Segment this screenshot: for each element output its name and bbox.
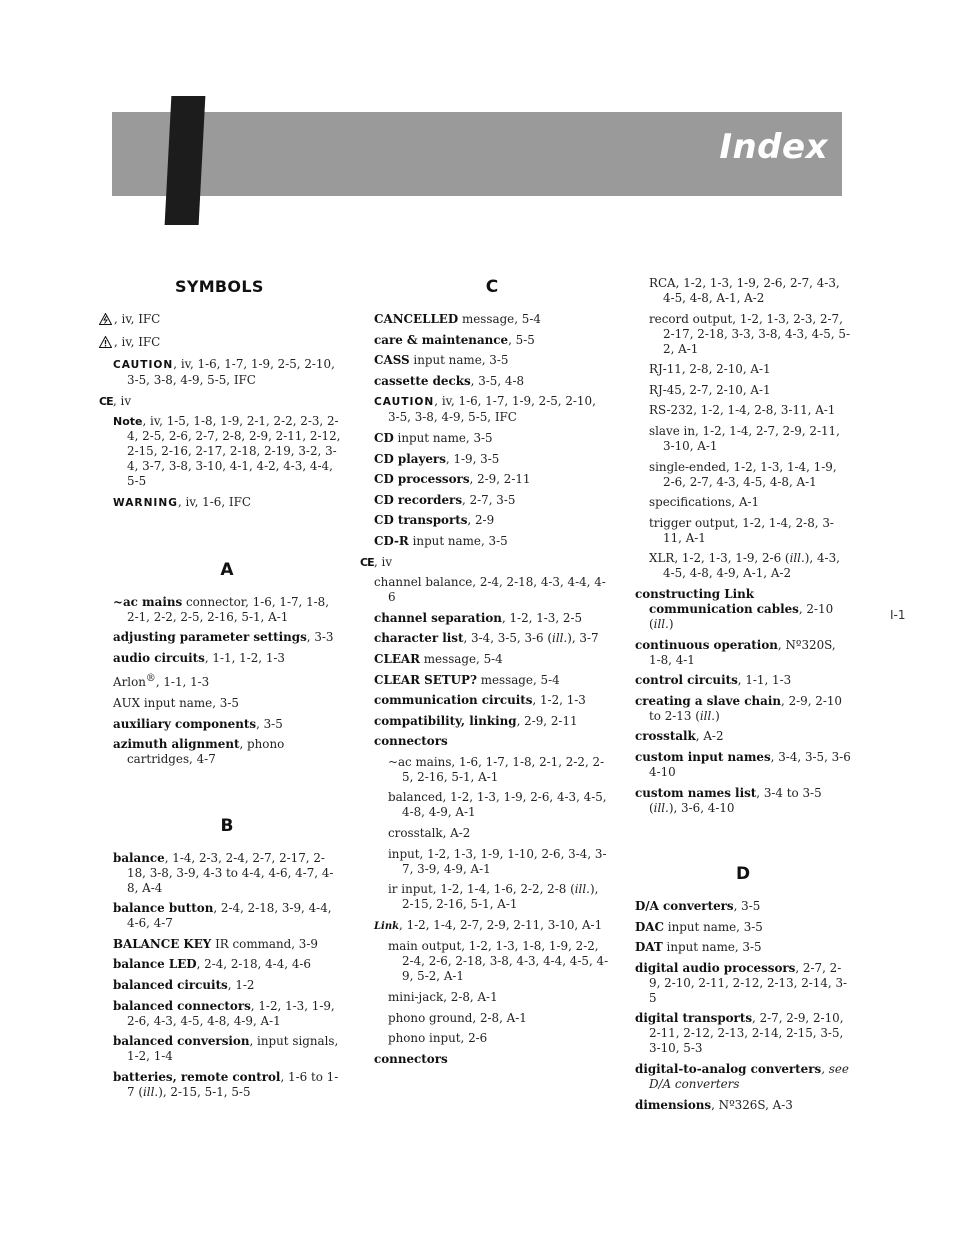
entry-refs-italic: ill.	[552, 631, 568, 646]
entry-refs: , 3-5, 4-8	[470, 373, 525, 388]
index-entry	[635, 750, 851, 780]
index-entry	[374, 431, 610, 446]
index-subentry	[374, 918, 610, 934]
entry-term: custom input names	[635, 749, 771, 764]
index-subentry	[635, 516, 851, 546]
entry-term: dimensions	[635, 1097, 712, 1112]
entry-term: compatibility, linking	[374, 713, 517, 728]
entry-refs: ), 3-6, 4-10	[668, 800, 735, 815]
index-entry	[374, 611, 610, 626]
index-entry	[374, 1052, 610, 1067]
index-entry	[374, 652, 610, 667]
entry-term: cassette decks	[374, 373, 471, 388]
entry-refs: , 1-2	[227, 978, 255, 993]
entry-term: connectors	[374, 1051, 448, 1066]
index-subentry	[374, 939, 610, 984]
entry-refs: , 2-7, 2-9, 2-10, 2-11, 2-12, 2-13, 2-14, 3-5	[649, 960, 848, 1005]
entry-refs: , 3-4 to 3-5 (	[649, 785, 822, 815]
registered-mark: ®	[145, 673, 156, 685]
index-entry	[113, 1034, 341, 1064]
index-subentry	[374, 826, 610, 841]
index-entry: CE, iv	[360, 554, 393, 569]
entry-term: communication circuits	[374, 693, 533, 708]
index-entry	[113, 737, 341, 767]
entry-term: DAT	[635, 940, 663, 955]
entry-term: azimuth alignment	[113, 737, 240, 752]
entry-term: ~ac mains	[113, 594, 183, 609]
entry-refs: , 1-6 to 1-7 (	[127, 1069, 339, 1099]
entry-see-also: , see D/A converters	[649, 1062, 849, 1092]
entry-term: balanced connectors	[113, 998, 251, 1013]
entry-term: balance	[113, 850, 165, 865]
index-entry	[635, 587, 851, 632]
entry-text: RJ-45, 2-7, 2-10, A-1	[649, 382, 771, 397]
index-subentry	[374, 847, 610, 877]
entry-text: ~ac mains, 1-6, 1-7, 1-8, 2-1, 2-2, 2-5, 2-16, 5-1, A-1	[388, 754, 605, 784]
page-number: I-1	[890, 608, 906, 622]
entry-term: batteries, remote control	[113, 1069, 281, 1084]
entry-refs: connector, 1-6, 1-7, 1-8, 2-1, 2-2, 2-5, 2-16, 5-1, A-1	[127, 594, 330, 624]
entry-refs: , phono cartridges, 4-7	[127, 737, 285, 767]
entry-refs: message, 5-4	[458, 312, 541, 326]
entry-term: CAUTION	[374, 396, 435, 409]
entry-text: RS-232, 1-2, 1-4, 2-8, 3-11, A-1	[649, 403, 836, 418]
entry-term: D/A converters	[635, 899, 734, 914]
index-column-2	[360, 276, 610, 1072]
index-entry	[113, 1070, 341, 1100]
entry-term: CLEAR SETUP?	[374, 672, 477, 687]
index-subentry	[635, 312, 851, 357]
entry-refs: , 2-4, 2-18, 4-4, 4-6	[196, 957, 311, 972]
entry-term: adjusting parameter settings	[113, 630, 307, 645]
index-list-c	[360, 312, 610, 1067]
entry-refs: , iv, 1-6, 1-7, 1-9, 2-5, 2-10, 3-5, 3-8, 4-9, 5-5, IFC	[388, 394, 596, 425]
entry-refs: input name, 3-5	[664, 919, 763, 934]
index-entry	[113, 717, 341, 732]
index-subentry	[635, 424, 851, 454]
entry-refs: , 1-4, 2-3, 2-4, 2-7, 2-17, 2-18, 3-8, 3-9, 4-3 to 4-4, 4-6, 4-7, 4-8, A-4	[127, 850, 334, 895]
index-list-d	[635, 899, 851, 1113]
index-entry	[113, 630, 341, 645]
entry-refs-italic: ill.	[699, 708, 716, 723]
index-entry	[635, 729, 851, 744]
entry-term: digital audio processors	[635, 960, 796, 975]
section-heading-a: A	[220, 559, 234, 580]
entry-text: single-ended, 1-2, 1-3, 1-4, 1-9, 2-6, 2-7, 4-3, 4-5, 4-8, A-1	[649, 459, 837, 489]
section-heading-d: D	[735, 864, 751, 885]
index-list-c-continued	[635, 276, 851, 816]
entry-text: main output, 1-2, 1-3, 1-8, 1-9, 2-2, 2-4, 2-6, 2-18, 3-8, 4-3, 4-4, 4-5, 4-9, 5-2, A-1	[388, 939, 609, 984]
entry-refs: , 1-9, 3-5	[445, 451, 500, 466]
index-entry	[374, 312, 610, 327]
entry-term: CD players	[374, 451, 446, 466]
entry-refs: , Nº326S, A-3	[711, 1097, 793, 1112]
index-list-a	[113, 595, 341, 768]
entry-text: record output, 1-2, 1-3, 2-3, 2-7, 2-17, 2-18, 3-3, 3-8, 4-3, 4-5, 5-2, A-1	[649, 311, 850, 356]
index-entry	[635, 1098, 851, 1113]
index-subentry	[374, 882, 610, 912]
index-entry-shock-symbol: , iv, IFC	[113, 312, 341, 329]
index-subentry	[374, 755, 610, 785]
index-entry	[635, 786, 851, 816]
chapter-letter-i-block	[165, 96, 206, 225]
entry-term: constructing Link communication cables	[635, 586, 799, 616]
entry-term: character list	[374, 631, 464, 646]
entry-term: digital transports	[635, 1011, 753, 1026]
entry-term: CD recorders	[374, 492, 463, 507]
entry-refs: , 3-4, 3-5, 3-6 4-10	[649, 749, 851, 779]
section-heading-symbols: SYMBOLS	[175, 277, 264, 296]
index-entry	[374, 714, 610, 729]
entry-refs: , 5-5	[508, 332, 535, 347]
index-entry	[374, 394, 610, 425]
index-entry	[635, 961, 851, 1006]
entry-refs: , 1-2, 1-4, 2-7, 2-9, 2-11, 3-10, A-1	[399, 917, 603, 932]
entry-refs: , 1-2, 1-3	[532, 693, 586, 708]
index-entry-caution-symbol: , iv, IFC	[113, 335, 341, 352]
entry-refs: , 2-7, 2-9, 2-10, 2-11, 2-12, 2-13, 2-14, 2-15, 3-5, 3-10, 5-3	[649, 1011, 844, 1056]
entry-refs: , 3-5	[733, 899, 761, 914]
link-logo-icon: Link	[374, 920, 400, 932]
entry-refs: , 1-1, 1-3	[737, 673, 792, 688]
index-entry	[635, 638, 851, 668]
index-entry	[374, 513, 610, 528]
index-subentry	[635, 460, 851, 490]
entry-refs: , input signals, 1-2, 1-4	[127, 1034, 339, 1064]
index-subentry	[635, 403, 851, 418]
entry-refs: ), 2-15, 5-1, 5-5	[158, 1084, 251, 1099]
entry-refs: message, 5-4	[476, 672, 560, 687]
entry-refs: , 2-9, 2-10 to 2-13 (	[649, 693, 842, 723]
index-entry	[374, 534, 610, 549]
index-entry	[374, 575, 610, 605]
entry-term: continuous operation	[635, 637, 778, 652]
index-entry	[374, 734, 610, 749]
index-entry-note: Note, iv, 1-5, 1-8, 1-9, 2-1, 2-2, 2-3, 2-4, 2-5, 2-6, 2-7, 2-8, 2-9, 2-11, 2-12, 2-15, 2-16, 2-17, 2-18, 2-19, 3-2, 3-4, 3-7, 3-8, 3-10, 4-1, 4-2, 4-3, 4-4, 5-5	[113, 414, 341, 489]
entry-term: digital-to-analog converters	[635, 1062, 822, 1077]
entry-refs: , 1-1, 1-2, 1-3	[204, 650, 285, 665]
index-entry-warning: WARNING, iv, 1-6, IFC	[113, 494, 251, 509]
index-entry	[635, 673, 851, 688]
entry-text: crosstalk, A-2	[388, 826, 471, 841]
entry-text: trigger output, 1-2, 1-4, 2-8, 3-11, A-1	[649, 515, 834, 545]
index-entry	[374, 353, 610, 368]
entry-refs: , 1-2, 1-3, 1-9, 2-6, 4-3, 4-5, 4-8, 4-9, A-1	[127, 998, 335, 1028]
section-heading-b: B	[220, 815, 234, 836]
index-entry	[113, 651, 341, 666]
index-subentry	[374, 1031, 610, 1046]
index-entry	[113, 595, 341, 625]
index-entry	[113, 696, 341, 711]
entry-refs: , 3-4, 3-5, 3-6 (	[463, 631, 553, 646]
entry-term: audio circuits	[113, 650, 205, 665]
index-entry	[374, 693, 610, 708]
index-subentry	[635, 362, 851, 377]
index-entry	[635, 1062, 851, 1092]
entry-refs: input name, 3-5	[409, 353, 509, 368]
entry-refs: ), 3-7	[567, 631, 599, 646]
entry-term: BALANCE KEY	[113, 936, 212, 951]
entry-term: balance LED	[113, 957, 197, 972]
entry-text: RCA, 1-2, 1-3, 1-9, 2-6, 2-7, 4-3, 4-5, 4-8, A-1, A-2	[649, 276, 840, 305]
entry-term: care & maintenance	[374, 332, 509, 347]
entry-text: phono input, 2-6	[388, 1031, 488, 1046]
index-entry	[374, 673, 610, 688]
entry-term: CD transports	[374, 513, 468, 528]
entry-text: Arlon	[113, 675, 146, 690]
index-entry	[374, 374, 610, 389]
index-subentry	[635, 551, 851, 581]
entry-refs: , Nº320S, 1-8, 4-1	[649, 637, 836, 667]
index-entry	[635, 694, 851, 724]
entry-term: CD processors	[374, 472, 470, 487]
entry-text: phono ground, 2-8, A-1	[388, 1010, 527, 1025]
entry-text: channel balance, 2-4, 2-18, 4-3, 4-4, 4-6	[374, 575, 606, 605]
entry-refs: , 2-7, 3-5	[462, 492, 516, 507]
index-entry	[113, 851, 341, 896]
entry-refs: , 2-9, 2-11	[516, 713, 578, 728]
entry-text: ir input, 1-2, 1-4, 1-6, 2-2, 2-8 (	[388, 882, 575, 897]
entry-refs: , 2-10 (	[649, 601, 834, 631]
entry-text: balanced, 1-2, 1-3, 1-9, 2-6, 4-3, 4-5, 4-8, 4-9, A-1	[388, 790, 607, 820]
entry-term: custom names list	[635, 785, 757, 800]
index-entry	[374, 472, 610, 487]
index-subentry	[635, 383, 851, 398]
entry-term: CASS	[374, 353, 410, 368]
entry-refs: message, 5-4	[420, 651, 503, 666]
entry-term: control circuits	[635, 673, 738, 688]
index-entry	[113, 957, 341, 972]
entry-text: AUX input name, 3-5	[113, 695, 239, 710]
index-entry	[113, 671, 341, 690]
index-column-3	[635, 276, 851, 1118]
index-entry	[374, 631, 610, 646]
index-entry	[113, 901, 341, 931]
entry-term: connectors	[374, 734, 448, 749]
index-entry	[374, 493, 610, 508]
index-entry	[113, 978, 341, 993]
entry-refs: input name, 3-5	[662, 940, 762, 955]
entry-text: mini-jack, 2-8, A-1	[388, 990, 498, 1005]
entry-text: specifications, A-1	[649, 495, 760, 510]
entry-refs: , 3-3	[306, 630, 334, 645]
entry-term: CANCELLED	[374, 312, 459, 326]
index-entry	[635, 920, 851, 935]
entry-term: balanced circuits	[113, 978, 228, 993]
index-subentry	[374, 790, 610, 820]
page-title: Index	[719, 127, 828, 167]
entry-refs: , 2-9, 2-11	[469, 472, 531, 487]
index-entry-caution: CAUTION, iv, 1-6, 1-7, 1-9, 2-5, 2-10, 3-5, 3-8, 4-9, 5-5, IFC	[113, 357, 335, 388]
entry-refs: ), 2-15, 2-16, 5-1, A-1	[402, 882, 599, 912]
index-subentry	[374, 990, 610, 1005]
entry-refs: input name, 3-5	[408, 533, 508, 548]
entry-refs: , 2-4, 2-18, 3-9, 4-4, 4-6, 4-7	[127, 901, 332, 931]
index-column-1	[99, 276, 341, 1105]
entry-refs: input name, 3-5	[393, 430, 493, 445]
index-entry	[113, 999, 341, 1029]
entry-term: auxiliary components	[113, 716, 257, 731]
entry-term: DAC	[635, 919, 665, 934]
index-entry-ce-mark: CE, iv	[99, 393, 132, 408]
index-entry	[635, 940, 851, 955]
entry-term: CD-R	[374, 533, 409, 548]
index-list-b	[113, 851, 341, 1100]
entry-refs: , A-2	[695, 729, 724, 744]
index-entry	[374, 333, 610, 348]
entry-refs: IR command, 3-9	[211, 936, 318, 951]
index-subentry	[635, 276, 851, 306]
entry-refs: )	[715, 708, 720, 723]
entry-term: crosstalk	[635, 729, 696, 744]
entry-refs-italic: ill.	[574, 882, 590, 897]
entry-text: input, 1-2, 1-3, 1-9, 1-10, 2-6, 3-4, 3-7, 3-9, 4-9, A-1	[388, 846, 607, 876]
entry-refs: , 3-5	[256, 716, 283, 731]
index-entry	[113, 937, 341, 952]
entry-text: RJ-11, 2-8, 2-10, A-1	[649, 362, 771, 377]
entry-refs: , 1-2, 1-3, 2-5	[501, 610, 583, 625]
index-subentry	[374, 1011, 610, 1026]
entry-refs: , 1-1, 1-3	[155, 675, 210, 690]
entry-refs-italic: ill.	[142, 1084, 159, 1099]
entry-term: balanced conversion	[113, 1034, 250, 1049]
entry-refs-italic: ill.	[789, 551, 805, 566]
index-entry	[635, 899, 851, 914]
entry-text: XLR, 1-2, 1-3, 1-9, 2-6 (	[649, 551, 790, 566]
entry-term: CD	[374, 430, 394, 445]
entry-refs: ), 4-3, 4-5, 4-8, 4-9, A-1, A-2	[663, 551, 840, 581]
index-subentry	[635, 495, 851, 510]
entry-term: CLEAR	[374, 651, 420, 666]
entry-term: channel separation	[374, 610, 502, 625]
entry-refs-italic: ill.	[653, 800, 669, 815]
entry-refs: , iv	[374, 554, 393, 569]
entry-term: creating a slave chain	[635, 693, 782, 708]
section-heading-c: C	[485, 277, 499, 297]
entry-term: balance button	[113, 901, 214, 916]
index-entry	[635, 1011, 851, 1056]
entry-refs: )	[668, 616, 674, 631]
index-entry	[374, 452, 610, 467]
entry-refs: , 2-9	[467, 513, 495, 528]
entry-text: slave in, 1-2, 1-4, 2-7, 2-9, 2-11, 3-10, A-1	[649, 423, 840, 453]
entry-refs-italic: ill.	[653, 616, 669, 631]
